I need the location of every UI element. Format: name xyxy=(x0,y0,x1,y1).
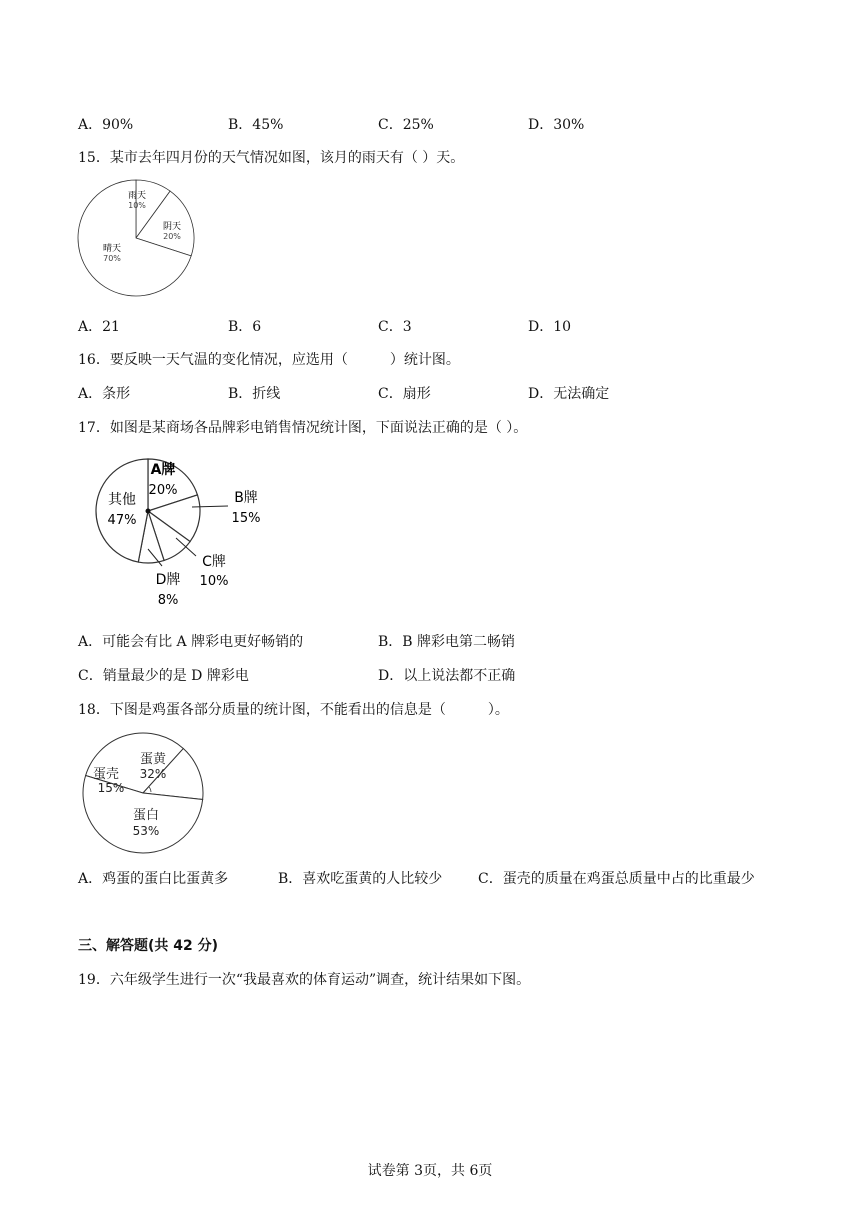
q17-option-a: A．可能会有比 A 牌彩电更好畅销的 xyxy=(78,634,304,650)
q16-option-d: D．无法确定 xyxy=(528,386,610,402)
q17-value-b: 15% xyxy=(231,511,261,526)
q15-label-cloudy: 阴天 xyxy=(162,222,182,232)
q18-option-a: A．鸡蛋的蛋白比蛋黄多 xyxy=(78,871,229,887)
q16-option-c: C．扇形 xyxy=(378,386,431,402)
q17-tv-brand-pie-chart xyxy=(92,452,272,612)
q17-label-d: D牌 xyxy=(155,572,181,588)
section-3-title: 三、解答题(共 42 分) xyxy=(78,938,219,954)
q15-option-c: C．3 xyxy=(378,319,412,335)
q15-stem: 15．某市去年四月份的天气情况如图，该月的雨天有（ ）天。 xyxy=(78,150,465,166)
q18-value-shell: 15% xyxy=(97,781,125,795)
q18-label-white: 蛋白 xyxy=(132,808,160,823)
q16-option-b: B．折线 xyxy=(228,386,281,402)
q17-pie-slice-4 xyxy=(96,459,148,562)
q16-option-a: A．条形 xyxy=(78,386,131,402)
q15-value-cloudy: 20% xyxy=(163,232,181,241)
q17-stem: 17．如图是某商场各品牌彩电销售情况统计图，下面说法正确的是（ ）。 xyxy=(78,420,528,436)
q14-option-c: C．25% xyxy=(378,117,434,133)
q15-value-sunny: 70% xyxy=(103,254,121,263)
q17-option-c: C．销量最少的是 D 牌彩电 xyxy=(78,668,249,684)
q15-option-a: A．21 xyxy=(78,319,120,335)
q16-stem: 16．要反映一天气温的变化情况，应选用（ ）统计图。 xyxy=(78,352,460,368)
q18-value-white: 53% xyxy=(132,824,160,838)
q17-value-c: 10% xyxy=(199,574,229,589)
q17-option-d: D．以上说法都不正确 xyxy=(378,668,516,684)
q17-label-b: B牌 xyxy=(234,490,258,506)
q15-option-b: B．6 xyxy=(228,319,262,335)
q18-option-c: C．蛋壳的质量在鸡蛋总质量中占的比重最少 xyxy=(478,871,755,887)
q15-label-rain: 雨天 xyxy=(127,191,147,201)
q15-label-sunny: 晴天 xyxy=(102,244,122,254)
q17-value-a: 20% xyxy=(148,483,178,498)
q19-stem: 19．六年级学生进行一次“我最喜欢的体育运动”调查，统计结果如下图。 xyxy=(78,972,531,988)
q17-pie-center-dot xyxy=(146,509,151,514)
q14-option-a: A．90% xyxy=(78,117,134,133)
q15-weather-pie-chart xyxy=(76,178,196,300)
q15-value-rain: 10% xyxy=(128,201,146,210)
q17-value-d: 8% xyxy=(157,593,179,608)
q17-label-c: C牌 xyxy=(202,554,226,570)
q17-label-other: 其他 xyxy=(108,492,136,508)
q17-label-a: A牌 xyxy=(150,462,176,478)
q18-label-yolk: 蛋黄 xyxy=(139,752,167,767)
q18-label-shell: 蛋壳 xyxy=(92,767,120,782)
q14-option-b: B．45% xyxy=(228,117,284,133)
q17-option-b: B．B 牌彩电第二畅销 xyxy=(378,634,516,650)
q18-value-yolk: 32% xyxy=(139,767,167,781)
q18-option-b: B．喜欢吃蛋黄的人比较少 xyxy=(278,871,443,887)
q15-option-d: D．10 xyxy=(528,319,572,335)
q18-stem: 18．下图是鸡蛋各部分质量的统计图，不能看出的信息是（ ）。 xyxy=(78,702,509,718)
q14-option-d: D．30% xyxy=(528,117,585,133)
q18-egg-pie-chart xyxy=(80,730,210,858)
q17-value-other: 47% xyxy=(107,513,137,528)
page-footer: 试卷第 3页，共 6页 xyxy=(367,1163,493,1179)
